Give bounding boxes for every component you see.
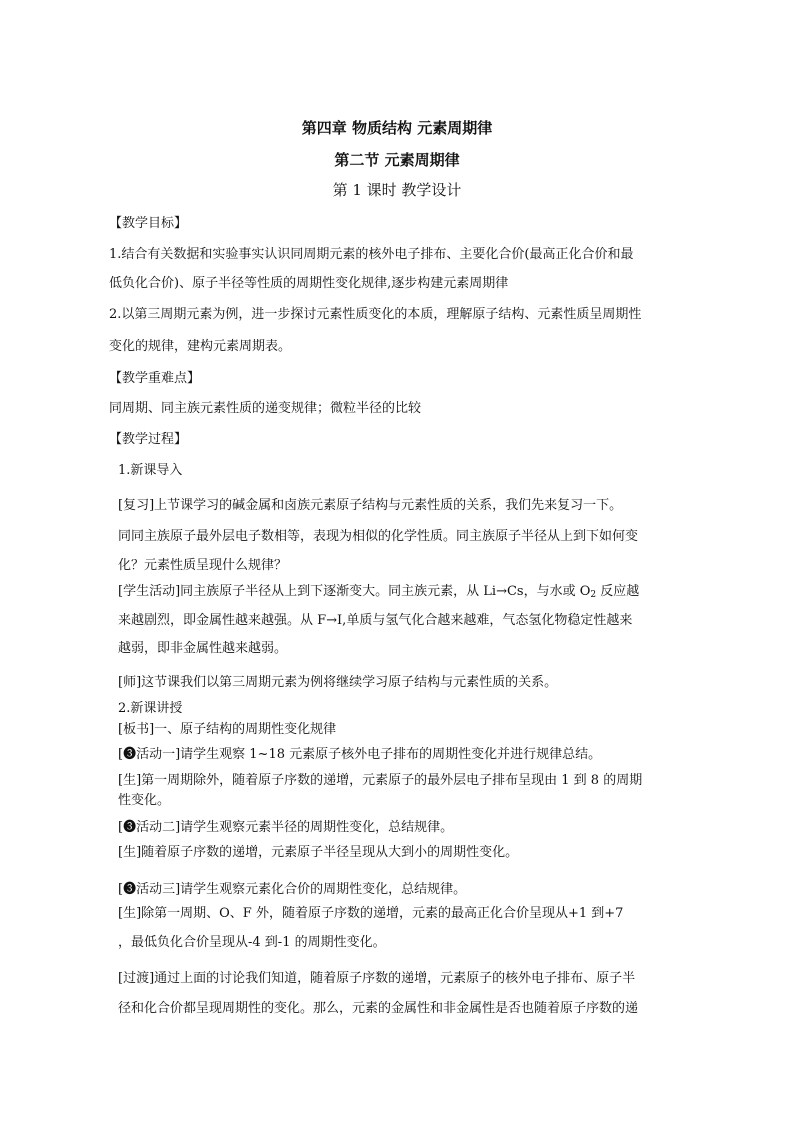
key-points-text: 同周期、同主族元素性质的递变规律；微粒半径的比较 [109,401,422,416]
activity-1: [❸活动一]请学生观察 1~18 元素原子核外电子排布的周期性变化并进行规律总结。 [118,747,602,762]
activity-3: [❸活动三]请学生观察元素化合价的周期性变化，总结规律。 [118,882,467,897]
key-points-heading: 【教学重难点】 [109,371,201,386]
goal-2-line-1: 2.以第三周期元素为例，进一步探讨元素性质变化的本质，理解原子结构、元素性质呈周期性 [109,307,642,322]
student-activity-line-1 [118,583,698,604]
answer-1-line-2: 性变化。 [118,793,171,808]
review-text: [复习]上节课学习的碱金属和卤族元素原子结构与元素性质的关系，我们先来复习一下。 [118,498,623,513]
chapter-title: 第四章 物质结构 元素周期律 [301,119,493,137]
section-1-title: 1.新课导入 [118,463,183,478]
answer-3-line-1: [生]除第一周期、O、F 外，随着原子序数的递增，元素的最高正化合价呈现从+1 到+7 [118,906,624,921]
section-title: 第二节 元素周期律 [334,151,460,169]
goal-2-line-2: 变化的规律，建构元素周期表。 [109,339,292,354]
subscript: 2 [590,590,597,600]
answer-3-line-2: ，最低负化合价呈现从-4 到-1 的周期性变化。 [118,935,386,950]
section-2-title: 2.新课讲授 [118,701,183,716]
question-line-1: 同同主族原子最外层电子数相等，表现为相似的化学性质。同主族原子半径从上到下如何变 [118,529,639,544]
answer-2: [生]随着原子序数的递增，元素原子半径呈现从大到小的周期性变化。 [118,845,519,860]
student-activity-text-b: 反应越 [596,584,640,599]
process-heading: 【教学过程】 [109,432,188,447]
student-activity-text-a: [学生活动]同主族原子半径从上到下逐渐变大。同主族元素，从 Li→Cs，与水或 O [118,584,591,599]
answer-1-line-1: [生]第一周期除外，随着原子序数的递增，元素原子的最外层电子排布呈现由 1 到 8 的周期 [118,773,643,788]
lesson-title: 第 1 课时 教学设计 [332,181,462,199]
transition-line-2: 径和化合价都呈现周期性的变化。那么，元素的金属性和非金属性是否也随着原子序数的递 [118,1001,639,1016]
student-activity-line-2: 来越剧烈，即金属性越来越强。从 F→I,单质与氢气化合越来越难，气态氢化物稳定性越来 [118,613,633,628]
transition-line-1: [过渡]通过上面的讨论我们知道，随着原子序数的递增，元素原子的核外电子排布、原子半 [118,971,636,986]
student-activity-line-3: 越弱，即非金属性越来越弱。 [118,641,288,656]
goal-1-line-1: 1.结合有关数据和实验事实认识同周期元素的核外电子排布、主要化合价(最高正化合价和最 [109,247,634,262]
goals-heading: 【教学目标】 [109,216,188,231]
teacher-text: [师]这节课我们以第三周期元素为例将继续学习原子结构与元素性质的关系。 [118,675,558,690]
goal-1-line-2: 低负化合价)、原子半径等性质的周期性变化规律,逐步构建元素周期律 [109,276,509,291]
question-line-2: 化？元素性质呈现什么规律？ [118,558,288,573]
activity-2: [❸活动二]请学生观察元素半径的周期性变化，总结规律。 [118,820,454,835]
board-text: [板书]一、原子结构的周期性变化规律 [118,722,337,737]
